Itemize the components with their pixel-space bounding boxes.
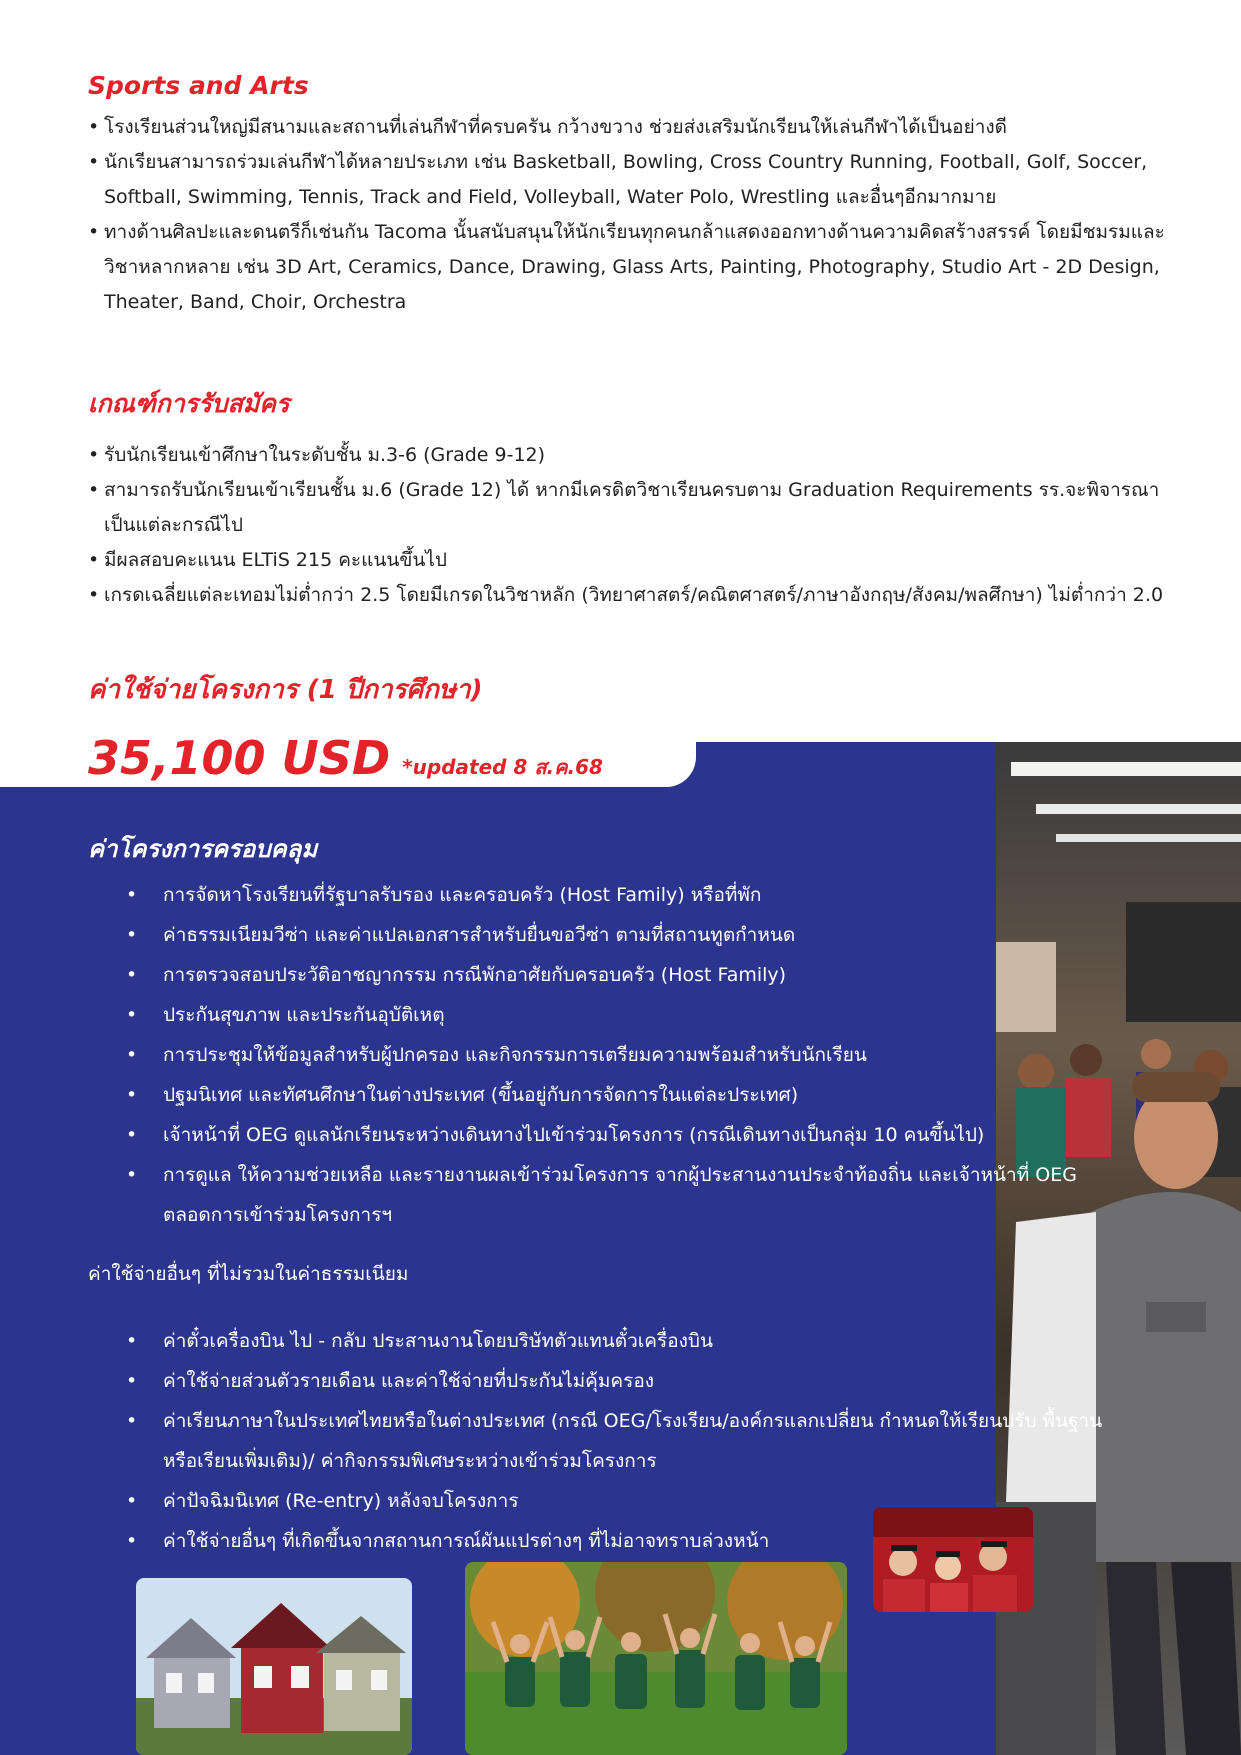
coverage-item: • การประชุมให้ข้อมูลสำหรับผู้ปกครอง และกิจกรรมการเตรียมความพร้อมสำหรับนักเรียน (88, 1035, 1118, 1075)
program-price: 35,100 USD (88, 731, 391, 785)
extra-costs-title: ค่าใช้จ่ายอื่นๆ ที่ไม่รวมในค่าธรรมเนียม (88, 1263, 409, 1285)
sports-list (88, 110, 1168, 320)
price-row (88, 728, 603, 788)
coverage-item: • ปฐมนิเทศ และทัศนศึกษาในต่างประเทศ (ขึ้นอยู่กับการจัดการในแต่ละประเทศ) (88, 1075, 1118, 1115)
criteria-item: • สามารถรับนักเรียนเข้าเรียนชั้น ม.6 (Grade 12) ได้ หากมีเครดิตวิชาเรียนครบตาม Graduation Requirements รร.จะพิจารณาเป็นแต่ละกรณีไป (88, 473, 1168, 543)
sports-item: • นักเรียนสามารถร่วมเล่นกีฬาได้หลายประเภท เช่น Basketball, Bowling, Cross Country Running, Football, Golf, Soccer, Softball, Swimming, Tennis, Track and Field, Volleyball, Water Polo, Wrestling และอื่นๆอีกมากมาย (88, 145, 1168, 215)
sports-title: Sports and Arts (88, 71, 309, 100)
coverage-list (88, 875, 1118, 1235)
criteria-item: • รับนักเรียนเข้าศึกษาในระดับชั้น ม.3-6 (Grade 9-12) (88, 438, 1168, 473)
price-updated-note: *updated 8 ส.ค.68 (402, 755, 603, 779)
criteria-item: • เกรดเฉลี่ยแต่ละเทอมไม่ต่ำกว่า 2.5 โดยมีเกรดในวิชาหลัก (วิทยาศาสตร์/คณิตศาสตร์/ภาษาอังกฤษ/สังคม/พลศึกษา) ไม่ต่ำกว่า 2.0 (88, 578, 1168, 613)
houses-photo (136, 1578, 412, 1755)
coverage-item: • การดูแล ให้ความช่วยเหลือ และรายงานผลเข้าร่วมโครงการ จากผู้ประสานงานประจำท้องถิ่น และเจ้าหน้าที่ OEG ตลอดการเข้าร่วมโครงการฯ (88, 1155, 1118, 1235)
coverage-item: • เจ้าหน้าที่ OEG ดูแลนักเรียนระหว่างเดินทางไปเข้าร่วมโครงการ (กรณีเดินทางเป็นกลุ่ม 10 คนขึ้นไป) (88, 1115, 1118, 1155)
extra-cost-item: • ค่าปัจฉิมนิเทศ (Re-entry) หลังจบโครงการ (88, 1481, 1118, 1521)
cheering-students-photo (465, 1562, 847, 1755)
coverage-title: ค่าโครงการครอบคลุม (88, 835, 318, 863)
coverage-item: • การตรวจสอบประวัติอาชญากรรม กรณีพักอาศัยกับครอบครัว (Host Family) (88, 955, 1118, 995)
extra-cost-item: • ค่าตั๋วเครื่องบิน ไป - กลับ ประสานงานโดยบริษัทตัวแทนตั๋วเครื่องบิน (88, 1321, 1118, 1361)
criteria-item: • มีผลสอบคะแนน ELTiS 215 คะแนนขึ้นไป (88, 543, 1168, 578)
criteria-list (88, 438, 1168, 613)
sports-item: • ทางด้านศิลปะและดนตรีก็เช่นกัน Tacoma นั้นสนับสนุนให้นักเรียนทุกคนกล้าแสดงออกทางด้านความคิดสร้างสรรค์ โดยมีชมรมและวิชาหลากหลาย เช่น 3D Art, Ceramics, Dance, Drawing, Glass Arts, Painting, Photography, Studio Art - 2D Design, Theater, Band, Choir, Orchestra (88, 215, 1168, 320)
fee-title: ค่าใช้จ่ายโครงการ (1 ปีการศึกษา) (88, 675, 483, 705)
criteria-title: เกณฑ์การรับสมัคร (88, 389, 290, 418)
extra-cost-item: • ค่าใช้จ่ายอื่นๆ ที่เกิดขึ้นจากสถานการณ์ผันแปรต่างๆ ที่ไม่อาจทราบล่วงหน้า (88, 1521, 1118, 1561)
coverage-item: • ค่าธรรมเนียมวีซ่า และค่าแปลเอกสารสำหรับยื่นขอวีซ่า ตามที่สถานทูตกำหนด (88, 915, 1118, 955)
sports-item: • โรงเรียนส่วนใหญ่มีสนามและสถานที่เล่นกีฬาที่ครบครัน กว้างขวาง ช่วยส่งเสริมนักเรียนให้เล่นกีฬาได้เป็นอย่างดี (88, 110, 1168, 145)
graduation-photo (873, 1507, 1033, 1612)
extra-cost-item: • ค่าใช้จ่ายส่วนตัวรายเดือน และค่าใช้จ่ายที่ประกันไม่คุ้มครอง (88, 1361, 1118, 1401)
coverage-item: • การจัดหาโรงเรียนที่รัฐบาลรับรอง และครอบครัว (Host Family) หรือที่พัก (88, 875, 1118, 915)
extra-cost-item: • ค่าเรียนภาษาในประเทศไทยหรือในต่างประเทศ (กรณี OEG/โรงเรียน/องค์กรแลกเปลี่ยน กำหนดให้เรียนปรับ พื้นฐาน หรือเรียนเพิ่มเติม)/ ค่ากิจกรรมพิเศษระหว่างเข้าร่วมโครงการ (88, 1401, 1118, 1481)
coverage-item: • ประกันสุขภาพ และประกันอุบัติเหตุ (88, 995, 1118, 1035)
